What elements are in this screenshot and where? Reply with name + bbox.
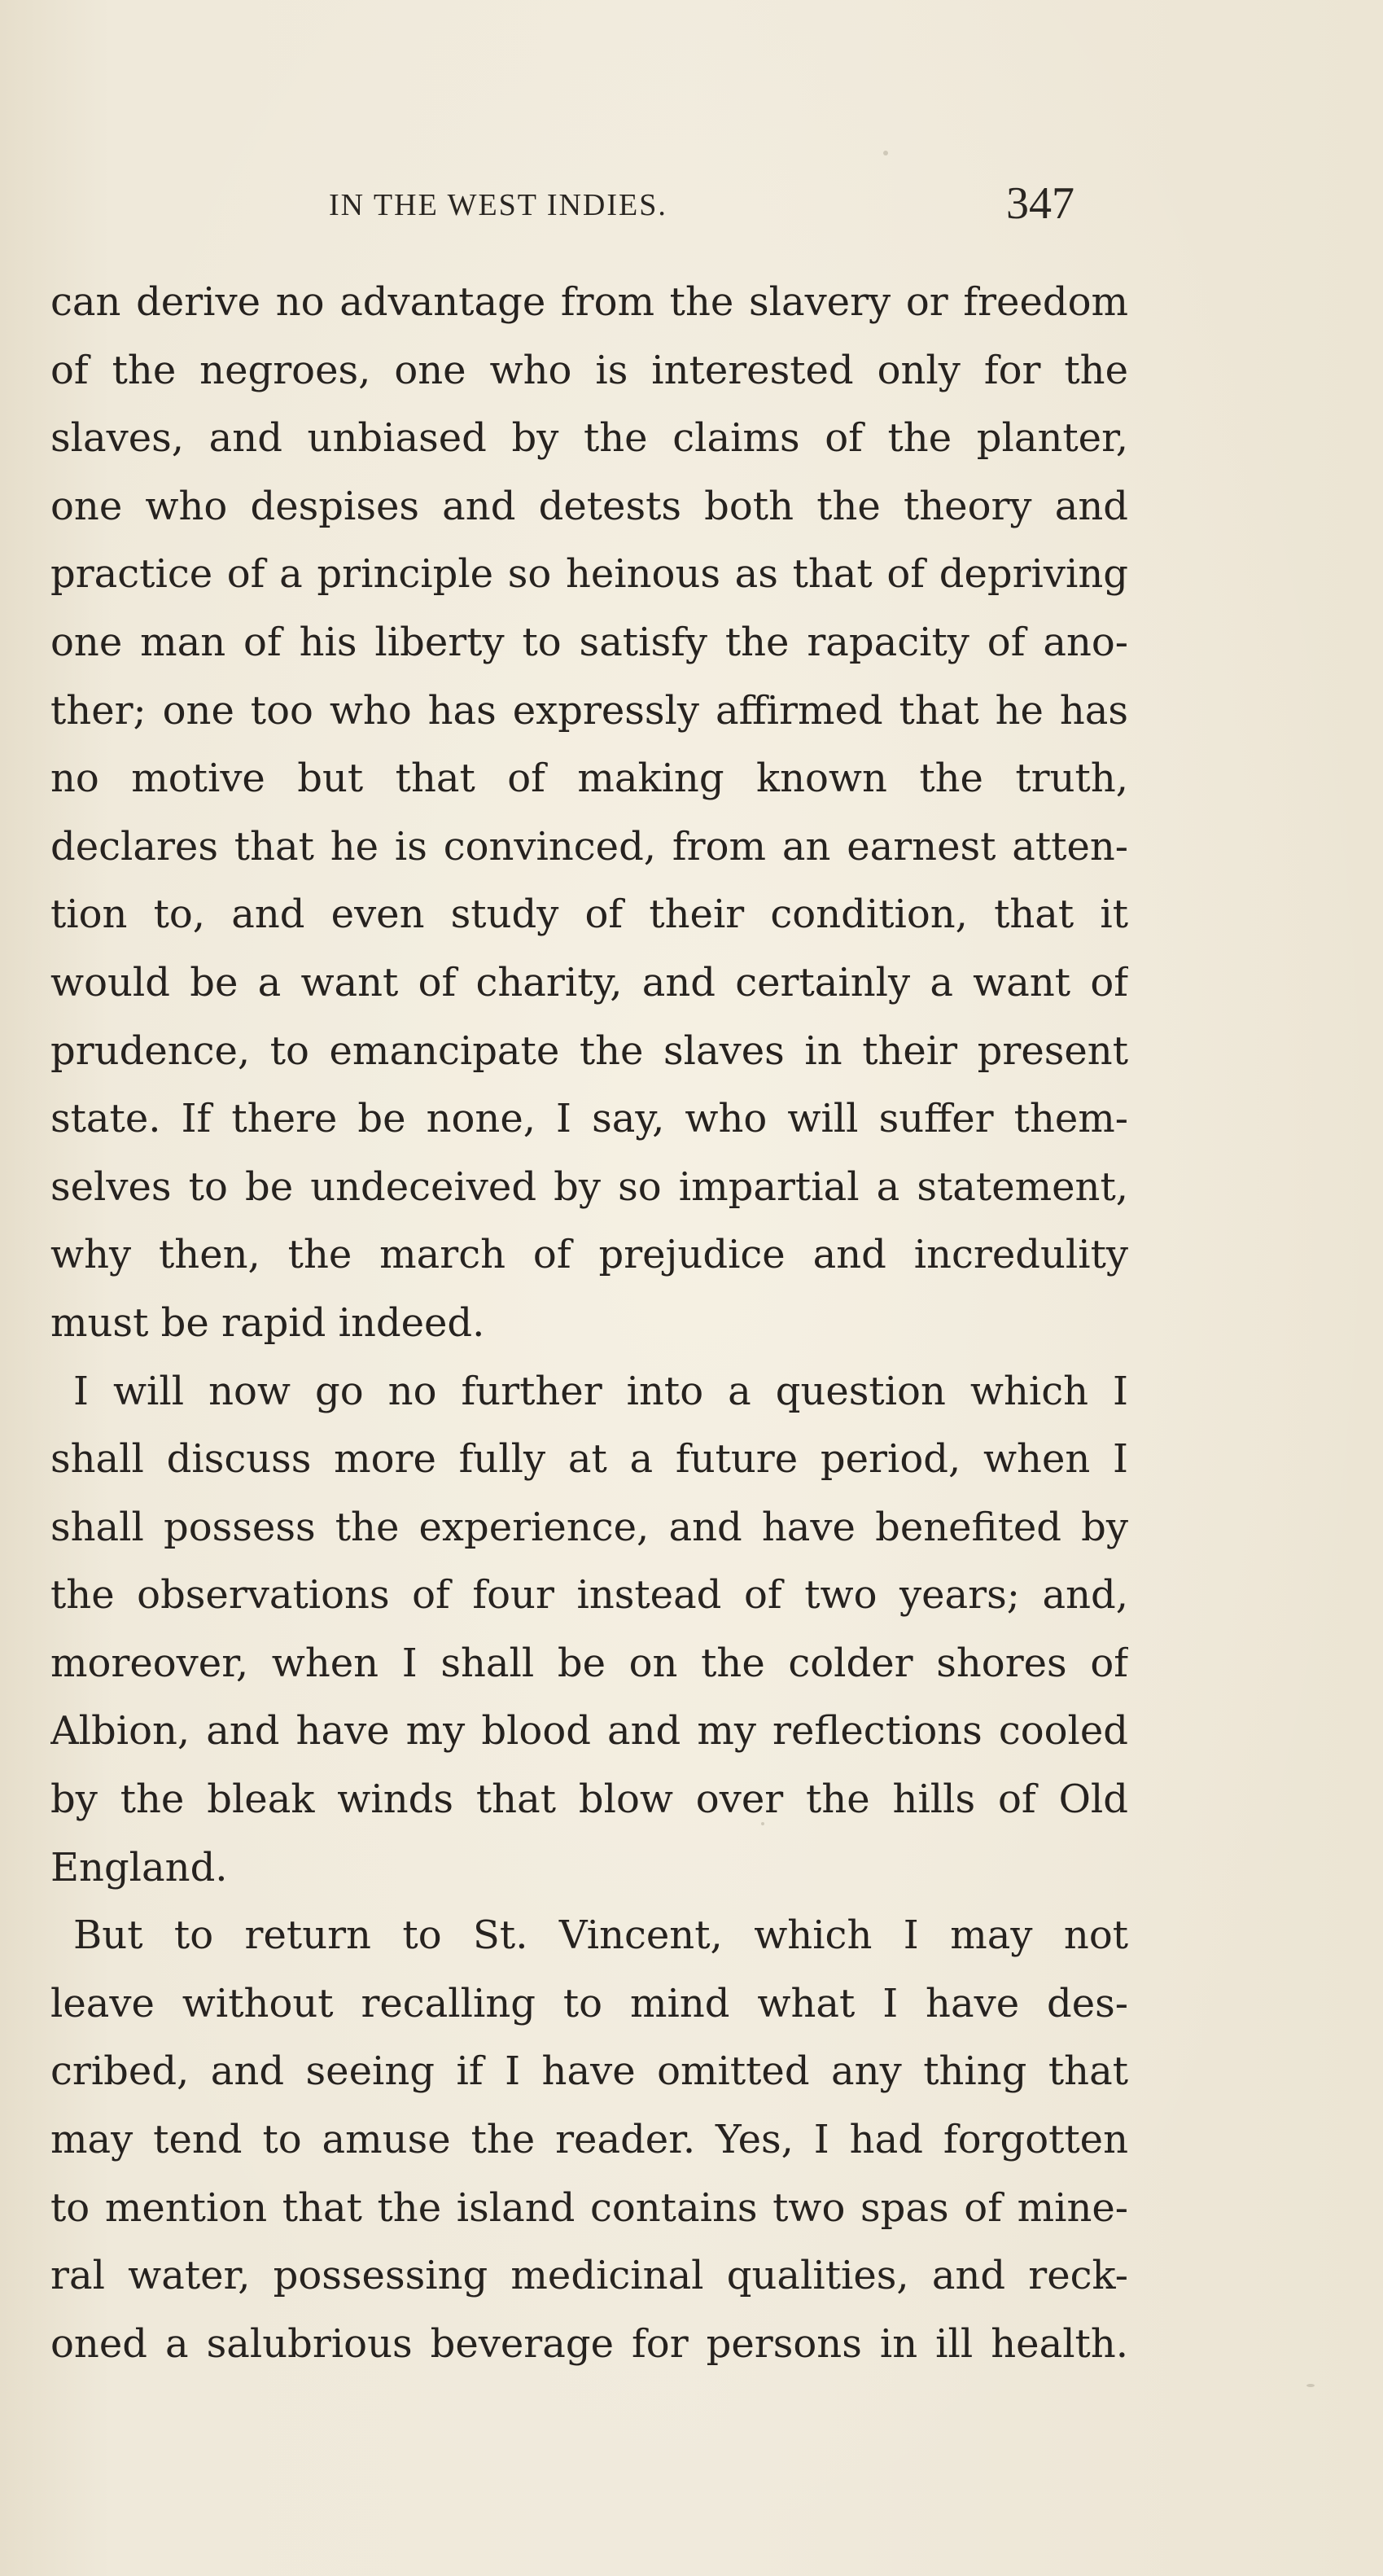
text-line: why then, the march of prejudice and incredulity: [50, 1232, 1128, 1278]
text-line: one man of his liberty to satisfy the rapacity of ano-: [50, 619, 1128, 665]
text-line: But to return to St. Vincent, which I may not: [73, 1912, 1128, 1959]
running-head: IN THE WEST INDIES.: [329, 188, 667, 222]
text-line: leave without recalling to mind what I have des-: [50, 1980, 1128, 2026]
text-line: I will now go no further into a question which I: [73, 1368, 1128, 1414]
text-line: may tend to amuse the reader. Yes, I had forgotten: [50, 2117, 1128, 2163]
body-text: [50, 269, 1128, 2378]
text-line: shall possess the experience, and have benefited by: [50, 1504, 1128, 1550]
paper-speck: [761, 1822, 764, 1825]
text-line: one who despises and detests both the theory and: [50, 483, 1128, 529]
page-header: [0, 177, 1383, 234]
text-line: of the negroes, one who is interested only for the: [50, 347, 1128, 393]
text-line: England.: [50, 1844, 228, 1890]
text-line: practice of a principle so heinous as that of depriving: [50, 551, 1128, 598]
text-line: oned a salubrious beverage for persons in ill health.: [50, 2320, 1128, 2367]
text-line: no motive but that of making known the truth,: [50, 756, 1128, 802]
text-line: ral water, possessing medicinal qualities, and reck-: [50, 2253, 1128, 2299]
text-line: declares that he is convinced, from an earnest atten-: [50, 823, 1128, 870]
page-number: 347: [1006, 178, 1074, 229]
text-line: must be rapid indeed.: [50, 1299, 485, 1346]
text-line: Albion, and have my blood and my reflections cooled: [50, 1708, 1128, 1755]
text-line: state. If there be none, I say, who will suffer them-: [50, 1096, 1128, 1142]
text-line: ther; one too who has expressly affirmed that he has: [50, 687, 1128, 734]
text-line: can derive no advantage from the slavery or freedom: [50, 279, 1128, 325]
text-line: the observations of four instead of two years; and,: [50, 1572, 1128, 1619]
text-line: to mention that the island contains two spas of mine-: [50, 2184, 1128, 2231]
text-line: shall discuss more fully at a future period, when I: [50, 1436, 1128, 1483]
text-line: moreover, when I shall be on the colder shores of: [50, 1640, 1128, 1686]
text-line: tion to, and even study of their condition, that it: [50, 892, 1128, 938]
text-line: selves to be undeceived by so impartial a statement,: [50, 1163, 1128, 1210]
text-line: slaves, and unbiased by the claims of the planter,: [50, 415, 1128, 462]
text-line: would be a want of charity, and certainly a want of: [50, 959, 1128, 1005]
paper-speck: [1306, 2384, 1315, 2387]
paper-speck: [883, 151, 888, 156]
text-line: prudence, to emancipate the slaves in their present: [50, 1027, 1128, 1074]
text-line: by the bleak winds that blow over the hills of Old: [50, 1776, 1128, 1823]
text-line: cribed, and seeing if I have omitted any thing that: [50, 2048, 1128, 2095]
